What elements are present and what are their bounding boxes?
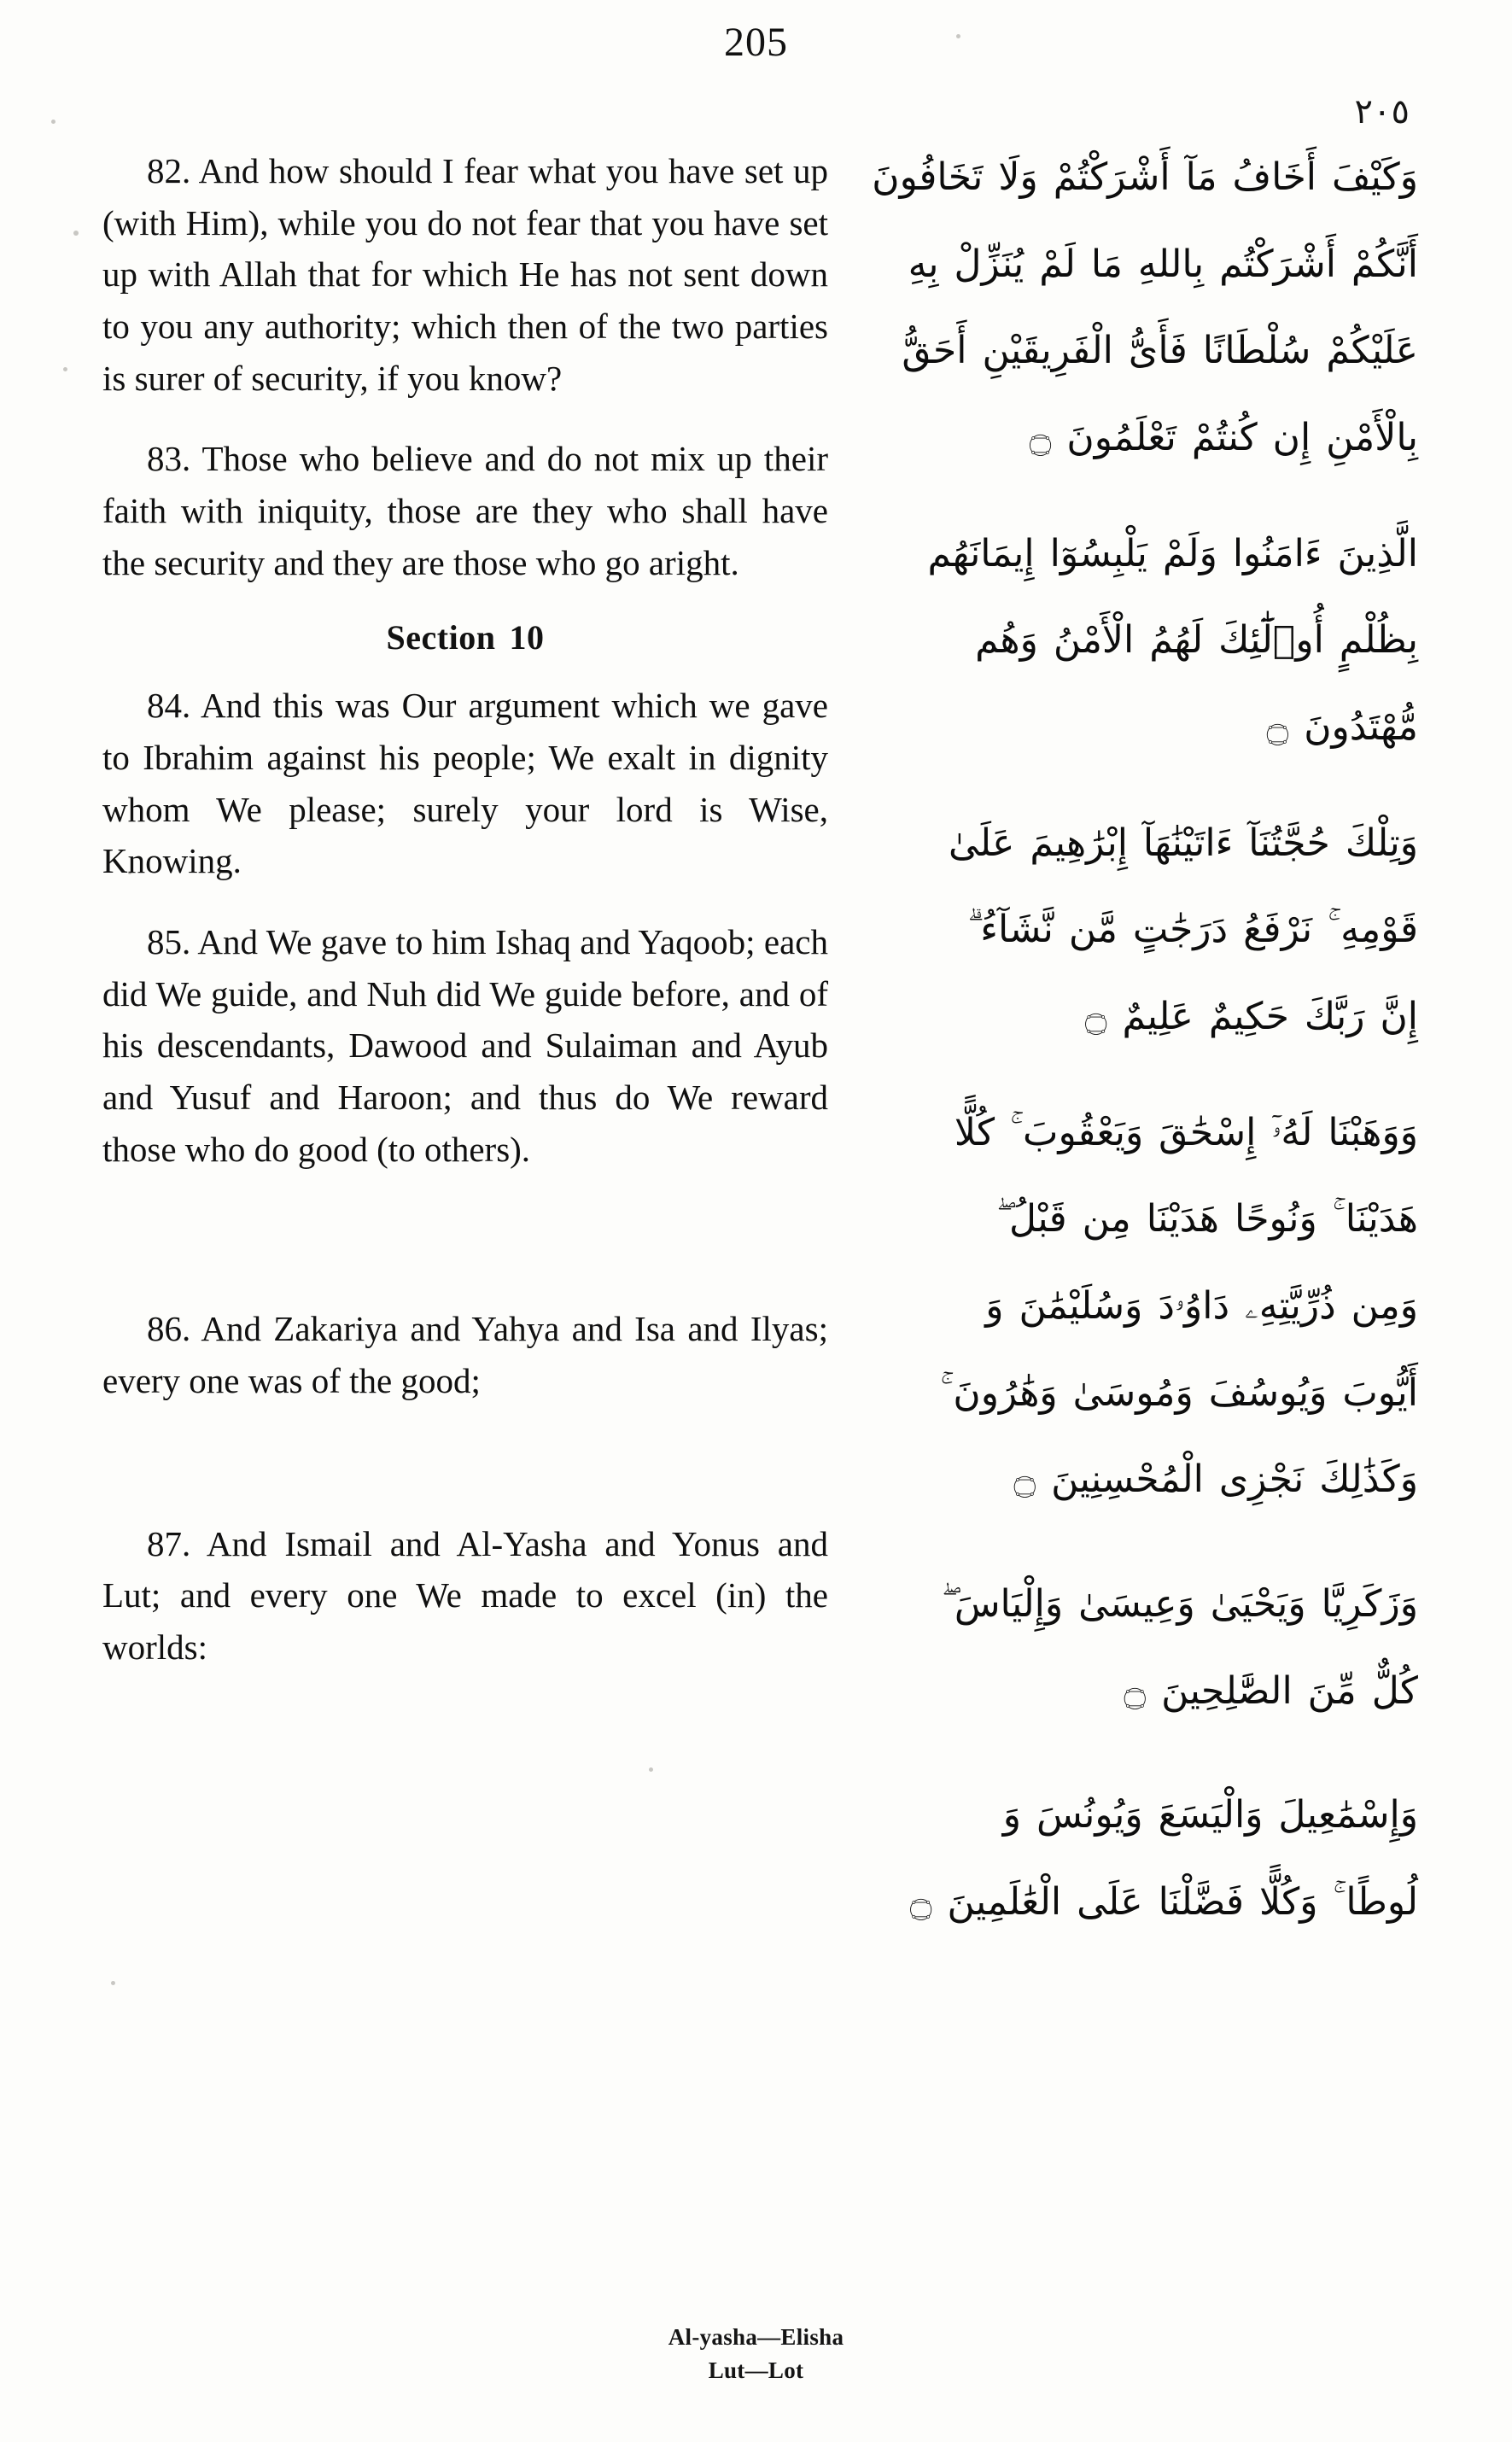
verse-text: And Ismail and Al-Yasha and Yonus and Lut; and every one We made to excel (in) the worlds: xyxy=(102,1523,828,1668)
verse-text: And this was Our argument which we gave to Ibrahim against his people; We exalt in dignity whom We please; surely your lord is Wise, Knowing. xyxy=(102,686,828,881)
verse-number: 85. xyxy=(147,922,191,962)
arabic-line: وَمِن ذُرِّيَّتِهِۦ دَاوُۥدَ وَسُلَيْمَٰنَ وَ xyxy=(985,1284,1418,1329)
arabic-line: كُلٌّ مِّنَ الصَّٰلِحِينَ ۝ xyxy=(1124,1668,1418,1713)
arabic-line: وَإِسْمَٰعِيلَ وَالْيَسَعَ وَيُونُسَ وَ xyxy=(1002,1793,1418,1837)
verse-86 xyxy=(102,1303,828,1406)
arabic-text-column xyxy=(786,145,1418,1957)
arabic-line: بِظُلْمٍ أُو۟لَٰٓئِكَ لَهُمُ الْأَمْنُ وَهُم xyxy=(975,618,1418,663)
verse-number: 87. xyxy=(147,1523,191,1563)
arabic-line: وَوَهَبْنَا لَهُۥٓ إِسْحَٰقَ وَيَعْقُوبَ ۚ كُلًّا xyxy=(954,1110,1418,1154)
page-columns xyxy=(0,145,1512,2254)
arabic-line: عَلَيْكُمْ سُلْطَانًا فَأَىُّ الْفَرِيقَيْنِ أَحَقُّ xyxy=(902,329,1418,373)
verse-number: 82. xyxy=(147,151,191,190)
page-number: 205 xyxy=(724,20,788,65)
scan-speck xyxy=(51,120,55,124)
verse-text: And We gave to him Ishaq and Yaqoob; each did We guide, and Nuh did We guide before, and of his descendants, Dawood and Sulaiman and Ayub and Yusuf and Haroon; and thus do We reward those who do good (to others). xyxy=(102,922,828,1169)
verse-text: Those who believe and do not mix up their faith with iniquity, those are they who shall have the security and they are those who go aright. xyxy=(102,439,829,582)
arabic-line: هَدَيْنَا ۚ وَنُوحًا هَدَيْنَا مِن قَبْلُ ۖ xyxy=(996,1197,1418,1241)
english-translation-column xyxy=(102,145,828,1703)
verse-85 xyxy=(102,916,828,1175)
footnote-line-1: Al-yasha—Elisha xyxy=(668,2323,844,2350)
verse-text: And how should I fear what you have set up (with Him), while you do not fear that you have set up with Allah that for which He has not sent down to you any authority; which then of the two parties is surer of security, if you know? xyxy=(102,151,828,398)
arabic-line: أَنَّكُمْ أَشْرَكْتُم بِاللهِ مَا لَمْ يُنَزِّلْ بِهِ xyxy=(908,242,1418,286)
arabic-line: قَوْمِهِ ۚ نَرْفَعُ دَرَجَٰتٍ مَّن نَّشَآءُ ۗ xyxy=(967,908,1418,952)
arabic-line: وَزَكَرِيَّا وَيَحْيَىٰ وَعِيسَىٰ وَإِلْيَاسَ ۖ xyxy=(941,1582,1418,1627)
verse-84 xyxy=(102,680,828,887)
section-heading xyxy=(102,617,828,657)
section-label: Section xyxy=(386,618,496,657)
arabic-line: إِنَّ رَبَّكَ حَكِيمٌ عَلِيمٌ ۝ xyxy=(1084,995,1418,1039)
arabic-line: مُّهْتَدُونَ ۝ xyxy=(1266,705,1418,750)
arabic-line: وَكَيْفَ أَخَافُ مَآ أَشْرَكْتُمْ وَلَا تَخَافُونَ xyxy=(872,155,1418,199)
arabic-line: أَيُّوبَ وَيُوسُفَ وَمُوسَىٰ وَهَٰرُونَ ۚ xyxy=(940,1370,1418,1415)
verse-number: 86. xyxy=(147,1309,191,1349)
verse-number: 84. xyxy=(147,686,191,726)
arabic-line: الَّذِينَ ءَامَنُوا وَلَمْ يَلْبِسُوٓا إِيمَانَهُم xyxy=(927,531,1418,575)
arabic-page-number: ٢٠٥ xyxy=(1354,92,1410,131)
arabic-line: لُوطًا ۚ وَكُلًّا فَضَّلْنَا عَلَى الْعَٰلَمِينَ ۝ xyxy=(909,1880,1418,1925)
footnote xyxy=(0,2321,1512,2387)
arabic-line: بِالْأَمْنِ إِن كُنتُمْ تَعْلَمُونَ ۝ xyxy=(1029,416,1418,460)
verse-83 xyxy=(102,433,828,588)
section-number: 10 xyxy=(509,618,545,657)
footnote-line-2: Lut—Lot xyxy=(708,2357,804,2383)
verse-text: And Zakariya and Yahya and Isa and Ilyas; every one was of the good; xyxy=(102,1309,828,1401)
arabic-line: وَتِلْكَ حُجَّتُنَآ ءَاتَيْنَٰهَآ إِبْرَٰهِيمَ عَلَىٰ xyxy=(948,821,1418,865)
verse-number: 83. xyxy=(147,439,191,479)
arabic-line: وَكَذَٰلِكَ نَجْزِى الْمُحْسِنِينَ ۝ xyxy=(1013,1458,1418,1502)
verse-82 xyxy=(102,145,828,404)
verse-87 xyxy=(102,1518,828,1674)
